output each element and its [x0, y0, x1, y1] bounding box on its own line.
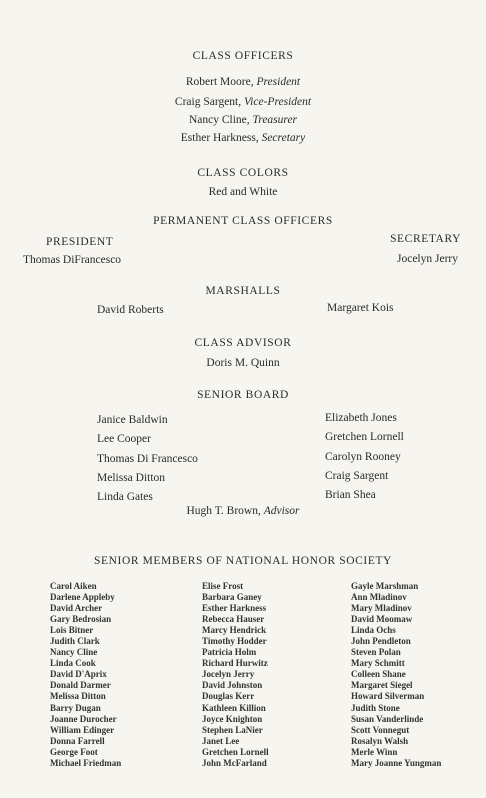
member-name: Donna Farrell	[50, 735, 105, 746]
class-colors-value: Red and White	[208, 186, 278, 198]
board-member: Thomas Di Francesco	[97, 452, 198, 465]
member-name: Marcy Hendrick	[202, 625, 267, 636]
member-name: Timothy Hodder	[202, 636, 267, 647]
member-name: Janet Lee	[202, 735, 240, 746]
member-name: Lois Bitner	[50, 625, 94, 636]
member-name: Rebecca Hauser	[202, 614, 265, 625]
officer-line-2: Craig Sargent, Vice-President	[174, 96, 312, 108]
member-name: Howard Silverman	[351, 691, 425, 702]
secretary-label: SECRETARY	[390, 233, 461, 245]
board-member: Brian Shea	[325, 489, 376, 502]
member-name: Judith Stone	[351, 702, 400, 713]
member-name: Linda Ochs	[351, 625, 396, 636]
member-name: Gary Bedrosian	[50, 614, 112, 625]
class-advisor-heading: CLASS ADVISOR	[194, 337, 292, 349]
member-name: David Moomaw	[351, 614, 413, 625]
member-name: Mary Mladinov	[351, 603, 412, 614]
honor-society-column-3	[351, 581, 441, 769]
board-member: Carolyn Rooney	[325, 450, 401, 463]
board-member: Gretchen Lornell	[325, 431, 404, 444]
member-name: Darlene Appleby	[50, 592, 115, 603]
board-member: Linda Gates	[97, 491, 153, 504]
president-name: Thomas DiFrancesco	[23, 254, 122, 266]
class-colors-heading: CLASS COLORS	[197, 167, 289, 179]
member-name: Patricia Holm	[202, 647, 257, 658]
honor-society-column-2	[202, 581, 269, 769]
member-name: Rosalyn Walsh	[351, 735, 409, 746]
marshalls-heading: MARSHALLS	[205, 285, 281, 297]
member-name: Colleen Shane	[351, 669, 406, 680]
officer-line-3: Nancy Cline, Treasurer	[188, 114, 298, 126]
board-member: Melissa Ditton	[97, 471, 166, 484]
member-name: Scott Vonnegut	[351, 724, 410, 735]
member-name: Kathleen Killion	[202, 702, 266, 713]
member-name: Barry Dugan	[50, 702, 101, 713]
board-member: Janice Baldwin	[97, 414, 168, 426]
senior-board-left-column	[97, 411, 198, 507]
member-name: Stephen LaNier	[202, 724, 263, 735]
member-name: Jocelyn Jerry	[202, 669, 255, 680]
class-advisor-name: Doris M. Quinn	[206, 357, 280, 369]
member-name: Merle Winn	[351, 746, 398, 757]
member-name: David Archer	[50, 603, 103, 614]
senior-board-heading: SENIOR BOARD	[197, 389, 289, 401]
board-member: Elizabeth Jones	[325, 412, 397, 424]
member-name: Donald Darmer	[50, 680, 111, 691]
class-officers-heading: CLASS OFFICERS	[192, 50, 294, 62]
member-name: John McFarland	[202, 757, 267, 768]
officer-line-4: Esther Harkness, Secretary	[180, 132, 306, 144]
member-name: Mary Schmitt	[351, 658, 405, 669]
member-name: Barbara Ganey	[202, 592, 262, 603]
marshall-left: David Roberts	[97, 304, 164, 316]
secretary-name: Jocelyn Jerry	[397, 253, 458, 265]
marshall-right: Margaret Kois	[327, 302, 394, 314]
member-name: John Pendleton	[351, 636, 411, 647]
member-name: Steven Polan	[351, 647, 401, 658]
member-name: David Johnston	[202, 680, 263, 691]
permanent-officers-heading: PERMANENT CLASS OFFICERS	[153, 215, 333, 227]
member-name: Linda Cook	[50, 658, 96, 669]
member-name: Judith Clark	[50, 636, 100, 647]
member-name: Joyce Knighton	[202, 713, 263, 724]
board-member: Craig Sargent	[325, 469, 389, 482]
honor-society-heading: SENIOR MEMBERS OF NATIONAL HONOR SOCIETY	[94, 555, 392, 567]
member-name: Richard Hurwitz	[202, 658, 268, 669]
member-name: Susan Vanderlinde	[351, 713, 424, 724]
member-name: Gretchen Lornell	[202, 746, 269, 757]
member-name: Joanne Durocher	[50, 713, 117, 724]
member-name: Esther Harkness	[202, 603, 267, 614]
member-name: Nancy Cline	[50, 647, 98, 658]
officer-line-1: Robert Moore, President	[185, 76, 301, 88]
member-name: Douglas Kerr	[202, 691, 255, 702]
member-name: Ann Mladinov	[351, 592, 407, 603]
member-name: Gayle Marshman	[351, 581, 419, 591]
member-name: William Edinger	[50, 724, 115, 735]
member-name: Carol Aiken	[50, 581, 97, 591]
member-name: Elise Frost	[202, 581, 244, 591]
senior-board-right-column	[325, 409, 404, 505]
member-name: Margaret Siegel	[351, 680, 413, 691]
member-name: George Foot	[50, 746, 98, 757]
board-member: Lee Cooper	[97, 433, 151, 446]
member-name: Melissa Ditton	[50, 691, 106, 702]
senior-board-advisor: Hugh T. Brown, Advisor	[186, 505, 300, 517]
member-name: Michael Friedman	[50, 757, 122, 768]
honor-society-column-1	[50, 581, 121, 769]
member-name: Mary Joanne Yungman	[351, 757, 442, 768]
president-label: PRESIDENT	[46, 236, 114, 248]
member-name: David D'Aprix	[50, 669, 107, 680]
